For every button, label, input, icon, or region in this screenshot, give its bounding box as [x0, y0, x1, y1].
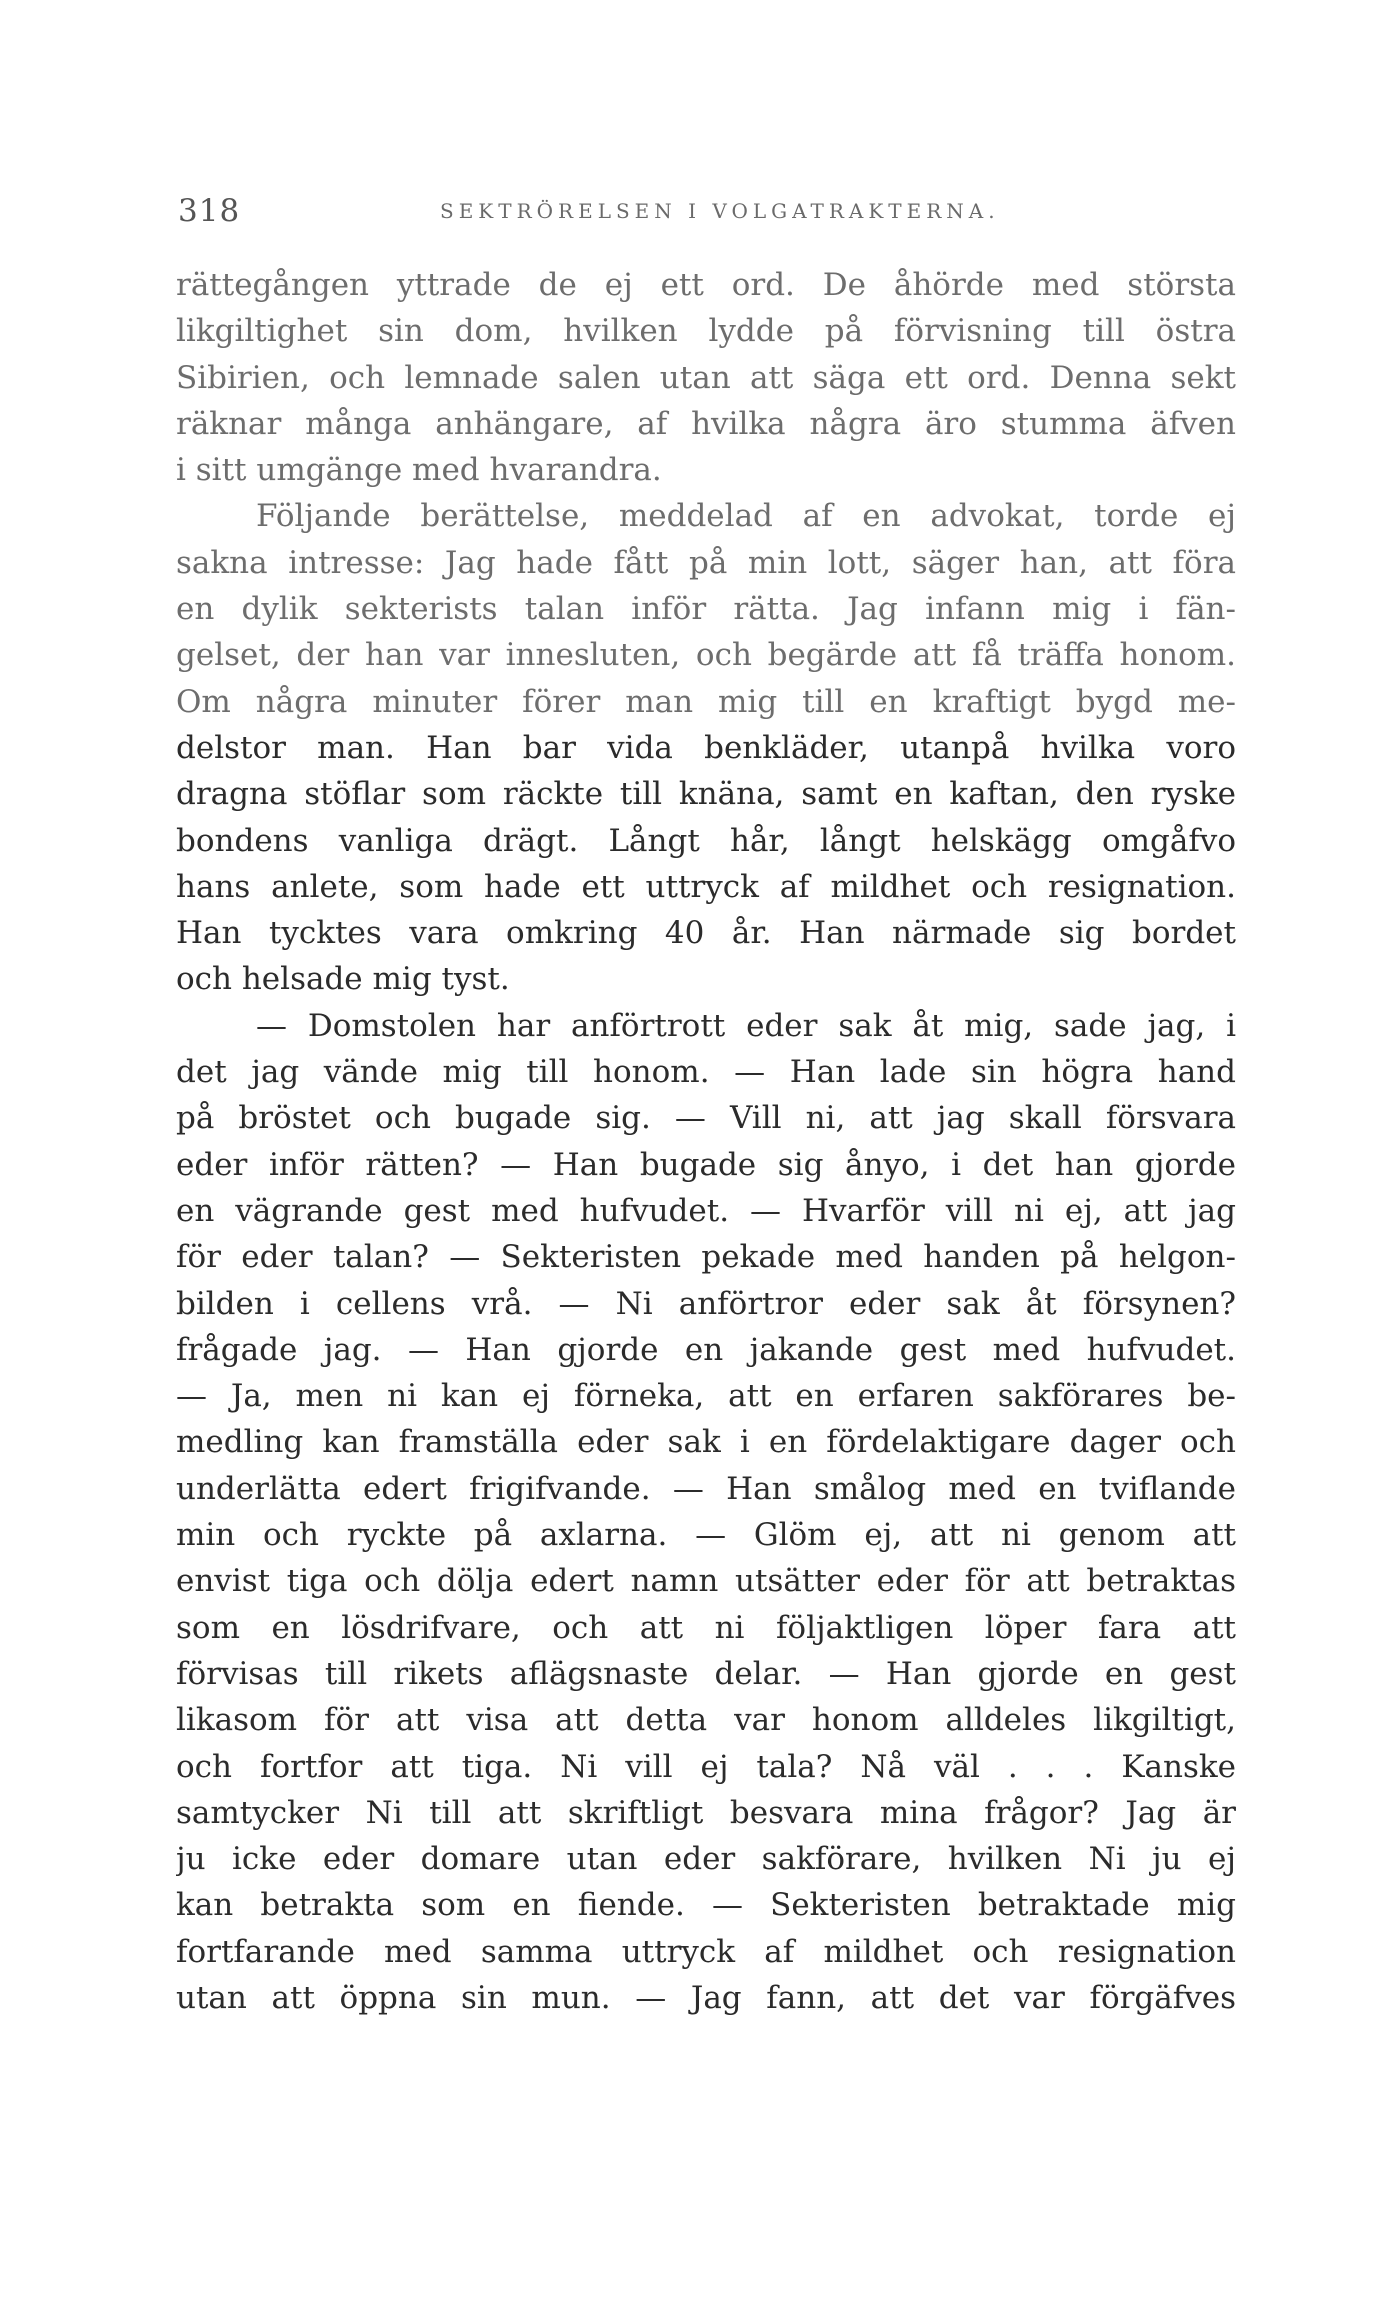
text-line: samtycker Ni till att skriftligt besvara mina frågor? Jag är — [176, 1794, 1236, 1831]
text-line: för eder talan? — Sekteristen pekade med handen på helgon- — [176, 1239, 1236, 1276]
text-line: Följande berättelse, meddelad af en advokat, torde ej — [256, 498, 1236, 535]
text-line: min och ryckte på axlarna. — Glöm ej, att ni genom att — [176, 1517, 1236, 1554]
text-line: frågade jag. — Han gjorde en jakande gest med hufvudet. — [176, 1331, 1236, 1368]
body-text — [176, 262, 1236, 2021]
text-line: kan betrakta som en fiende. — Sekteristen betraktade mig — [176, 1887, 1236, 1924]
text-line: delstor man. Han bar vida benkläder, utanpå hvilka voro — [176, 729, 1236, 766]
text-line: utan att öppna sin mun. — Jag fann, att det var förgäfves — [176, 1979, 1236, 2016]
text-line: i sitt umgänge med hvarandra. — [176, 452, 662, 489]
text-line: räknar många anhängare, af hvilka några äro stumma äfven — [176, 405, 1236, 442]
running-title: SEKTRÖRELSEN I VOLGATRAKTERNA. — [440, 199, 1000, 223]
text-line: det jag vände mig till honom. — Han lade sin högra hand — [176, 1054, 1236, 1091]
text-line: gelset, der han var innesluten, och begärde att få träffa honom. — [176, 637, 1236, 674]
text-line: och helsade mig tyst. — [176, 961, 510, 998]
text-line: Han tycktes vara omkring 40 år. Han närmade sig bordet — [176, 915, 1236, 952]
text-line: fortfarande med samma uttryck af mildhet och resignation — [176, 1933, 1236, 1970]
text-line: som en lösdrifvare, och att ni följaktligen löper fara att — [176, 1609, 1236, 1646]
text-line: på bröstet och bugade sig. — Vill ni, att jag skall försvara — [176, 1100, 1236, 1137]
text-line: likgiltighet sin dom, hvilken lydde på förvisning till östra — [176, 313, 1236, 350]
text-line: och fortfor att tiga. Ni vill ej tala? Nå väl . . . Kanske — [176, 1748, 1236, 1785]
text-line: dragna stöflar som räckte till knäna, samt en kaftan, den ryske — [176, 776, 1236, 813]
text-line: — Ja, men ni kan ej förneka, att en erfaren sakförares be- — [176, 1378, 1236, 1415]
text-line: eder inför rätten? — Han bugade sig ånyo, i det han gjorde — [176, 1146, 1236, 1183]
text-line: en dylik sekterists talan inför rätta. Jag infann mig i fän- — [176, 591, 1236, 628]
page-number: 318 — [178, 193, 241, 229]
text-line: envist tiga och dölja edert namn utsätter eder för att betraktas — [176, 1563, 1236, 1600]
text-line: hans anlete, som hade ett uttryck af mildhet och resignation. — [176, 868, 1236, 905]
text-line: bilden i cellens vrå. — Ni anförtror eder sak åt försynen? — [176, 1285, 1236, 1322]
text-line: bondens vanliga drägt. Långt hår, långt helskägg omgåfvo — [176, 822, 1236, 859]
text-line: ju icke eder domare utan eder sakförare, hvilken Ni ju ej — [176, 1841, 1236, 1878]
text-line: Sibirien, och lemnade salen utan att säga ett ord. Denna sekt — [176, 359, 1236, 396]
text-line: medling kan framställa eder sak i en fördelaktigare dager och — [176, 1424, 1236, 1461]
text-line: förvisas till rikets aflägsnaste delar. — Han gjorde en gest — [176, 1655, 1236, 1692]
text-line: — Domstolen har anförtrott eder sak åt mig, sade jag, i — [256, 1007, 1236, 1044]
text-line: rättegången yttrade de ej ett ord. De åhörde med största — [176, 267, 1236, 303]
text-line: likasom för att visa att detta var honom alldeles likgiltigt, — [176, 1702, 1236, 1739]
text-line: sakna intresse: Jag hade fått på min lott, säger han, att föra — [176, 544, 1236, 581]
running-head — [178, 193, 1238, 233]
text-line: en vägrande gest med hufvudet. — Hvarför vill ni ej, att jag — [176, 1192, 1236, 1229]
text-line: Om några minuter förer man mig till en kraftigt bygd me- — [176, 683, 1236, 720]
text-line: underlätta edert frigifvande. — Han smålog med en tviflande — [176, 1470, 1236, 1507]
